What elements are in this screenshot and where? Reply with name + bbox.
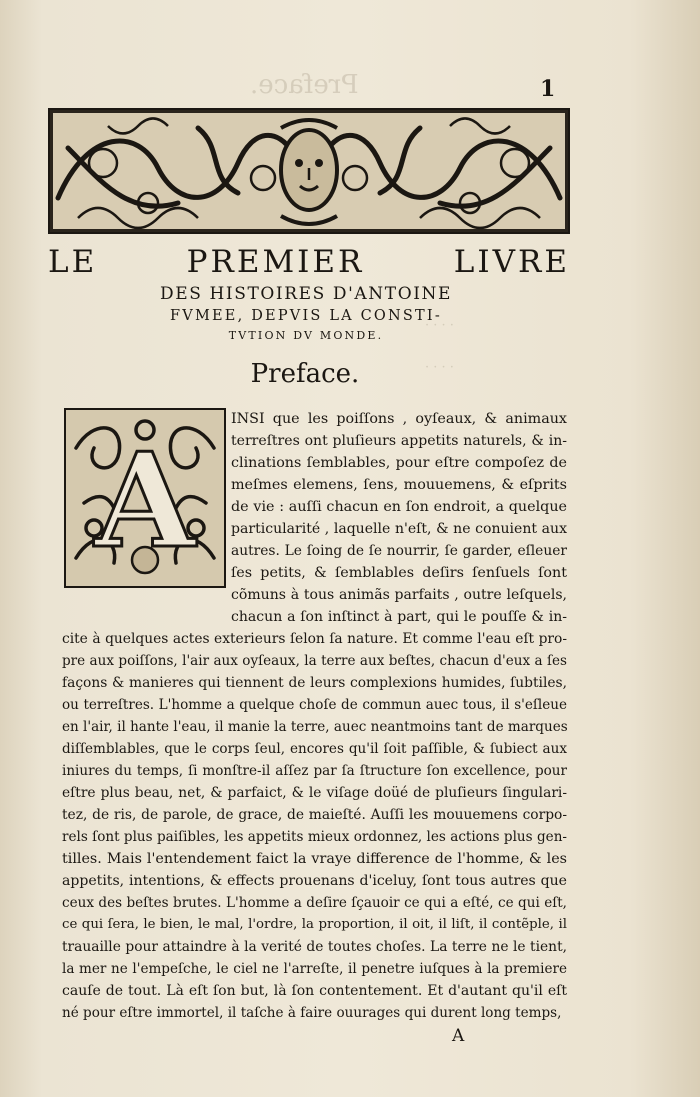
body-line: diſſemblables, que le corps ſeul, encores qu'il ſoit paſſible, & ſubiect aux [62,741,567,757]
body-line: trauaille pour attaindre à la verité de toutes choſes. La terre ne le tient, [62,939,567,955]
body-line: ou terreſtres. L'homme a quelque choſe de commun auec tous, il s'eſleue [62,697,567,713]
body-line: rels ſont plus paiſibles, les appetits mieux ordonnez, les actions plus gen- [62,829,567,845]
title-line-2: DES HISTOIRES D'ANTOINE [159,284,453,304]
show-through-text: · · · · [425,360,454,375]
body-line: en l'air, il hante l'eau, il manie la terre, auec neantmoins tant de marques [62,719,568,735]
show-through-text: Preface. [250,70,359,100]
body-line: ce qui ſera, le bien, le mal, l'ordre, la proportion, il oit, il liſt, il contẽple, il [62,917,567,932]
title-line-4: TVTION DV MONDE. [228,329,384,342]
body-line: particularité , laquelle n'eſt, & ne conuient aux [231,521,567,537]
body-line: né pour eſtre immortel, il taſche à faire ouurages qui durent long temps, [62,1005,562,1021]
body-line: façons & manieres qui tiennent de leurs complexions humides, ſubtiles, [62,675,567,691]
body-line: appetits, intentions, & effects prouenans d'iceluy, ſont tous autres que [62,873,567,889]
body-line: autres. Le ſoing de ſe nourrir, ſe garder, eſleuer [231,543,567,559]
body-line: terreſtres ont pluſieurs appetits naturels, & in- [231,433,567,449]
body-line: tilles. Mais l'entendement faict la vraye difference de l'homme, & les [62,851,567,867]
body-line: iniures du temps, ſi monſtre-il aſſez par ſa ſtructure ſon excellence, pour [62,763,567,779]
body-line: meſmes elemens, ſens, mouuemens, & eſprits [231,477,567,493]
body-line: cauſe de tout. Là eſt ſon but, là ſon contentement. Et d'autant qu'il eſt [62,983,567,999]
body-line: tez, de ris, de parole, de grace, de maieſté. Auſſi les mouuemens corpo- [62,807,567,823]
body-line: la mer ne l'empeſche, le ciel ne l'arreſte, il penetre iuſques à la premiere [62,961,567,977]
body-line: pre aux poiſſons, l'air aux oyſeaux, la terre aux beſtes, chacun d'eux a ſes [62,653,567,669]
title-line-1: LE PREMIER LIVRE [48,244,570,280]
show-through-text: · · · · [425,318,454,333]
section-heading: Preface. [250,359,360,389]
title-line-3: FVMEE, DEPVIS LA CONSTI- [170,308,442,324]
drop-cap-letter: A [94,424,196,577]
page-number: 1 [540,76,556,102]
body-line: cõmuns à tous animãs parfaits , outre leſquels, [231,587,567,603]
signature-mark: A [452,1026,465,1046]
body-line: ceux des beſtes brutes. L'homme a deſire ſçauoir ce qui a eſté, ce qui eſt, [62,895,567,911]
body-line: de vie : auſſi chacun en ſon endroit, a quelque [231,499,567,515]
body-line: INSI que les poiſſons , oyſeaux, & animaux [231,411,567,427]
body-line: clinations ſemblables, pour eſtre compoſez de [231,455,567,471]
body-line: chacun a ſon inſtinct à part, qui le pouſſe & in- [231,609,567,625]
body-line: ſes petits, & ſemblables deſirs ſenſuels ſont [231,565,567,581]
body-line: cite à quelques actes exterieurs ſelon ſa nature. Et comme l'eau eſt pro- [62,631,567,647]
body-line: eſtre plus beau, net, & parfaict, & le viſage doüé de pluſieurs ſingulari- [62,785,567,801]
